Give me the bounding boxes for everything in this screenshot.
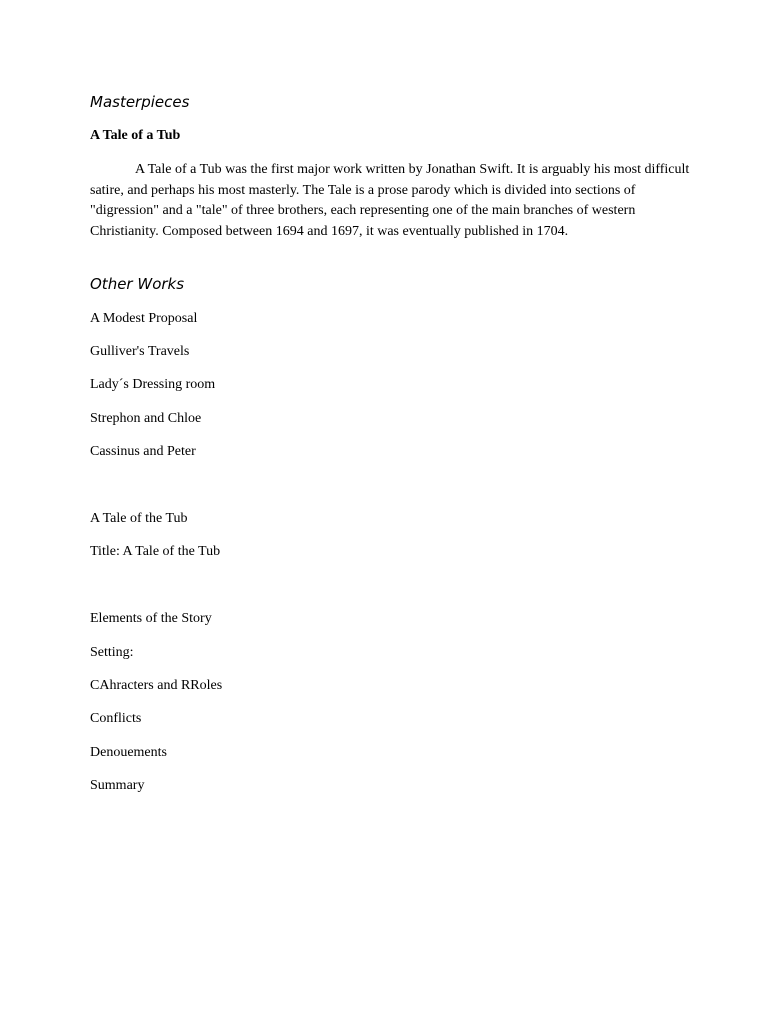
other-work-item: Lady´s Dressing room <box>90 377 216 392</box>
element-item: CAhracters and RRoles <box>90 678 223 693</box>
element-item: Summary <box>90 778 145 793</box>
element-item: Setting: <box>90 645 134 660</box>
other-work-item: Cassinus and Peter <box>90 444 196 459</box>
element-item: Conflicts <box>90 711 142 726</box>
tale-section-heading: A Tale of the Tub <box>90 511 188 526</box>
tale-title-line: Title: A Tale of the Tub <box>90 544 221 559</box>
other-work-item: A Modest Proposal <box>90 311 198 326</box>
other-work-item: Strephon and Chloe <box>90 411 202 426</box>
element-item: Denouements <box>90 745 167 760</box>
masterpieces-heading: Masterpieces <box>90 93 190 111</box>
work-title: A Tale of a Tub <box>90 128 181 143</box>
elements-heading: Elements of the Story <box>90 611 212 626</box>
other-works-heading: Other Works <box>90 275 185 293</box>
document-page <box>90 0 690 1024</box>
other-work-item: Gulliver's Travels <box>90 344 190 359</box>
description-paragraph: A Tale of a Tub was the first major work written by Jonathan Swift. It is arguably his most difficult satire, and perhaps his most masterly. The Tale is a prose parody which is divided into sections of "digression" and a "tale" of three brothers, each representing one of the main branches of western Christianity. Composed between 1694 and 1697, it was eventually published in 1704. <box>90 162 690 239</box>
